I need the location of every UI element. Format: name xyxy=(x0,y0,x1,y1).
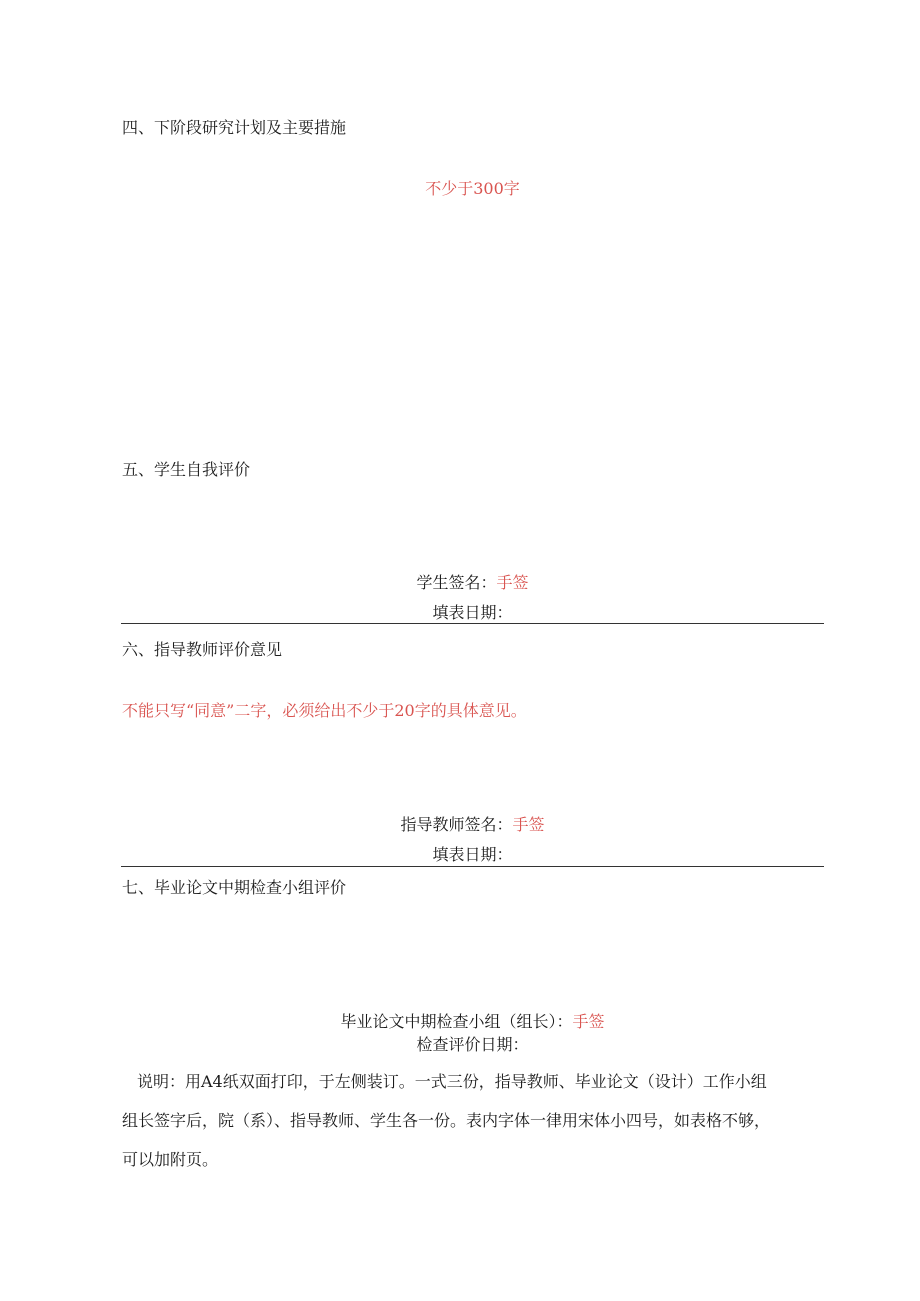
note-line-1: 说明：用A4纸双面打印，于左侧装订。一式三份，指导教师、毕业论文（设计）工作小组 xyxy=(137,1072,767,1091)
advisor-signature-value[interactable]: 手签 xyxy=(512,815,545,834)
section5-date-label[interactable]: 填表日期： xyxy=(432,603,513,622)
section4-hint: 不少于300字 xyxy=(425,179,520,198)
student-signature-value[interactable]: 手签 xyxy=(496,573,529,592)
note-line-2: 组长签字后，院（系）、指导教师、学生各一份。表内字体一律用宋体小四号，如表格不够， xyxy=(122,1111,771,1130)
section4-heading: 四、下阶段研究计划及主要措施 xyxy=(122,118,347,137)
section7-date-label[interactable]: 检查评价日期： xyxy=(416,1035,529,1054)
student-signature-label: 学生签名： xyxy=(416,573,497,592)
committee-signature-label: 毕业论文中期检查小组（组长）： xyxy=(340,1012,573,1031)
section6-divider xyxy=(121,866,824,867)
section6-signature-line xyxy=(121,815,824,835)
section5-divider xyxy=(121,623,824,624)
section6-heading: 六、指导教师评价意见 xyxy=(122,640,283,659)
advisor-signature-label: 指导教师签名： xyxy=(400,815,513,834)
section6-date-label[interactable]: 填表日期： xyxy=(432,845,513,864)
committee-signature-value[interactable]: 手签 xyxy=(572,1012,605,1031)
section7-heading: 七、毕业论文中期检查小组评价 xyxy=(122,878,347,897)
note-line-3: 可以加附页。 xyxy=(122,1150,219,1169)
section6-hint: 不能只写“同意”二字，必须给出不少于20字的具体意见。 xyxy=(122,701,527,720)
section7-signature-line xyxy=(121,1012,824,1032)
section5-heading: 五、学生自我评价 xyxy=(122,460,251,479)
section5-signature-line xyxy=(121,573,824,593)
